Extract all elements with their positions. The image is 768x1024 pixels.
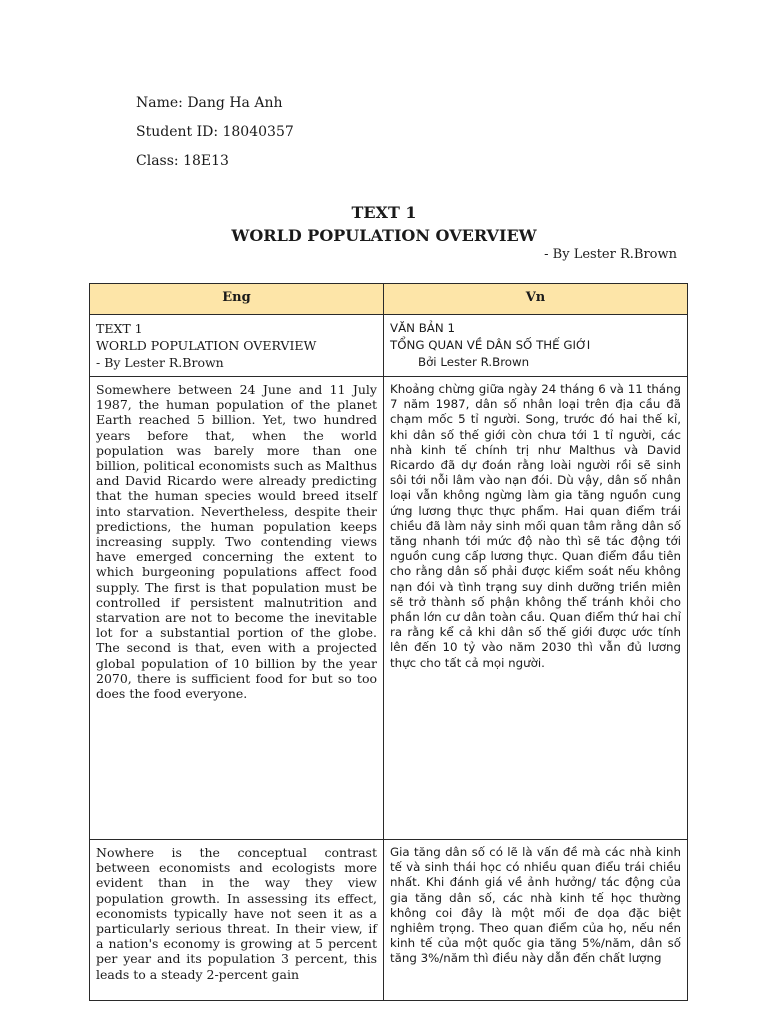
table-row [90, 377, 688, 840]
vn-paragraph: Gia tăng dân số có lẽ là vấn đề mà các nhà kinh tế và sinh thái học có nhiều quan điểu trái chiều nhất. Khi đánh giá về ảnh hưởng/ tác động của gia tăng dân số, các nhà kinh tế học thường không coi đây là một mối đe dọa đặc biệt nghiêm trọng. Theo quan điểm của họ, nếu nền kinh tế của một quốc gia tăng 5%/năm, dân số tăng 3%/năm thì điều này dẫn đến chất lượng [384, 840, 688, 1001]
vn-title-line: Bởi Lester R.Brown [418, 355, 530, 369]
eng-title-line: - By Lester R.Brown [96, 355, 224, 370]
header-vn: Vn [384, 284, 688, 315]
vn-title-cell [384, 315, 688, 377]
document-title-line2: WORLD POPULATION OVERVIEW [231, 226, 537, 245]
eng-paragraph: Somewhere between 24 June and 11 July 1987, the human population of the planet Earth reached 5 billion. Yet, two hundred years before that, when the world population was barely more than one billion, political economists such as Malthus and David Ricardo were already predicting that the human species would breed itself into starvation. Nevertheless, despite their predictions, the human population keeps increasing supply. Two contending views have emerged concerning the extent to which burgeoning populations affect food supply. The first is that population must be controlled if persistent malnutrition and starvation are not to become the inevitable lot for a substantial portion of the globe. The second is that, even with a projected global population of 10 billion by the year 2070, there is sufficient food for but so too does the food everyone. [90, 377, 384, 840]
header-eng: Eng [90, 284, 384, 315]
vn-paragraph: Khoảng chừng giữa ngày 24 tháng 6 và 11 tháng 7 năm 1987, dân số nhân loại trên địa cầu đã chạm mốc 5 tỉ người. Song, trước đó hai thế kỉ, khi dân số thế giới còn chưa tới 1 tỉ người, các nhà kinh tế chính trị như Malthus và David Ricardo đã dự đoán rằng loài người rồi sẽ sinh sôi tới nỗi lâm vào nạn đói. Dù vậy, dân số nhân loại vẫn không ngừng làm gia tăng nguồn cung ứng lương thực thực phẩm. Hai quan điểm trái chiều đã làm nảy sinh mối quan tâm rằng dân số tăng nhanh tới mức độ nào thì sẽ tác động tới nguồn cung cấp lương thực. Quan điểm đầu tiên cho rằng dân số phải được kiểm soát nếu không nạn đói và tình trạng suy dinh dưỡng triền miên sẽ trở thành số phận không thể tránh khỏi cho phần lớn cư dân toàn cầu. Quan điểm thứ hai chỉ ra rằng kể cả khi dân số thế giới được ước tính lên đến 10 tỷ vào năm 2030 thì vẫn đủ lương thực cho tất cả mọi người. [384, 377, 688, 840]
eng-title-line: WORLD POPULATION OVERVIEW [96, 338, 317, 353]
document-byline: - By Lester R.Brown [544, 247, 677, 262]
table-row [90, 315, 688, 377]
document-title-line1: TEXT 1 [351, 203, 417, 222]
table-header-row [90, 284, 688, 315]
eng-title-line: TEXT 1 [96, 321, 143, 336]
student-class: Class: 18E13 [136, 153, 229, 169]
student-id: Student ID: 18040357 [136, 124, 294, 140]
translation-table [89, 283, 688, 1001]
student-name: Name: Dang Ha Anh [136, 95, 283, 111]
table-row [90, 840, 688, 1001]
eng-title-cell [90, 315, 384, 377]
vn-title-line: VĂN BẢN 1 [390, 321, 455, 335]
eng-paragraph: Nowhere is the conceptual contrast between economists and ecologists more evident than in the way they view population growth. In assessing its effect, economists typically have not seen it as a particularly serious threat. In their view, if a nation's economy is growing at 5 percent per year and its population 3 percent, this leads to a steady 2-percent gain [90, 840, 384, 1001]
vn-title-line: TỔNG QUAN VỀ DÂN SỐ THẾ GIỚI [390, 338, 591, 352]
